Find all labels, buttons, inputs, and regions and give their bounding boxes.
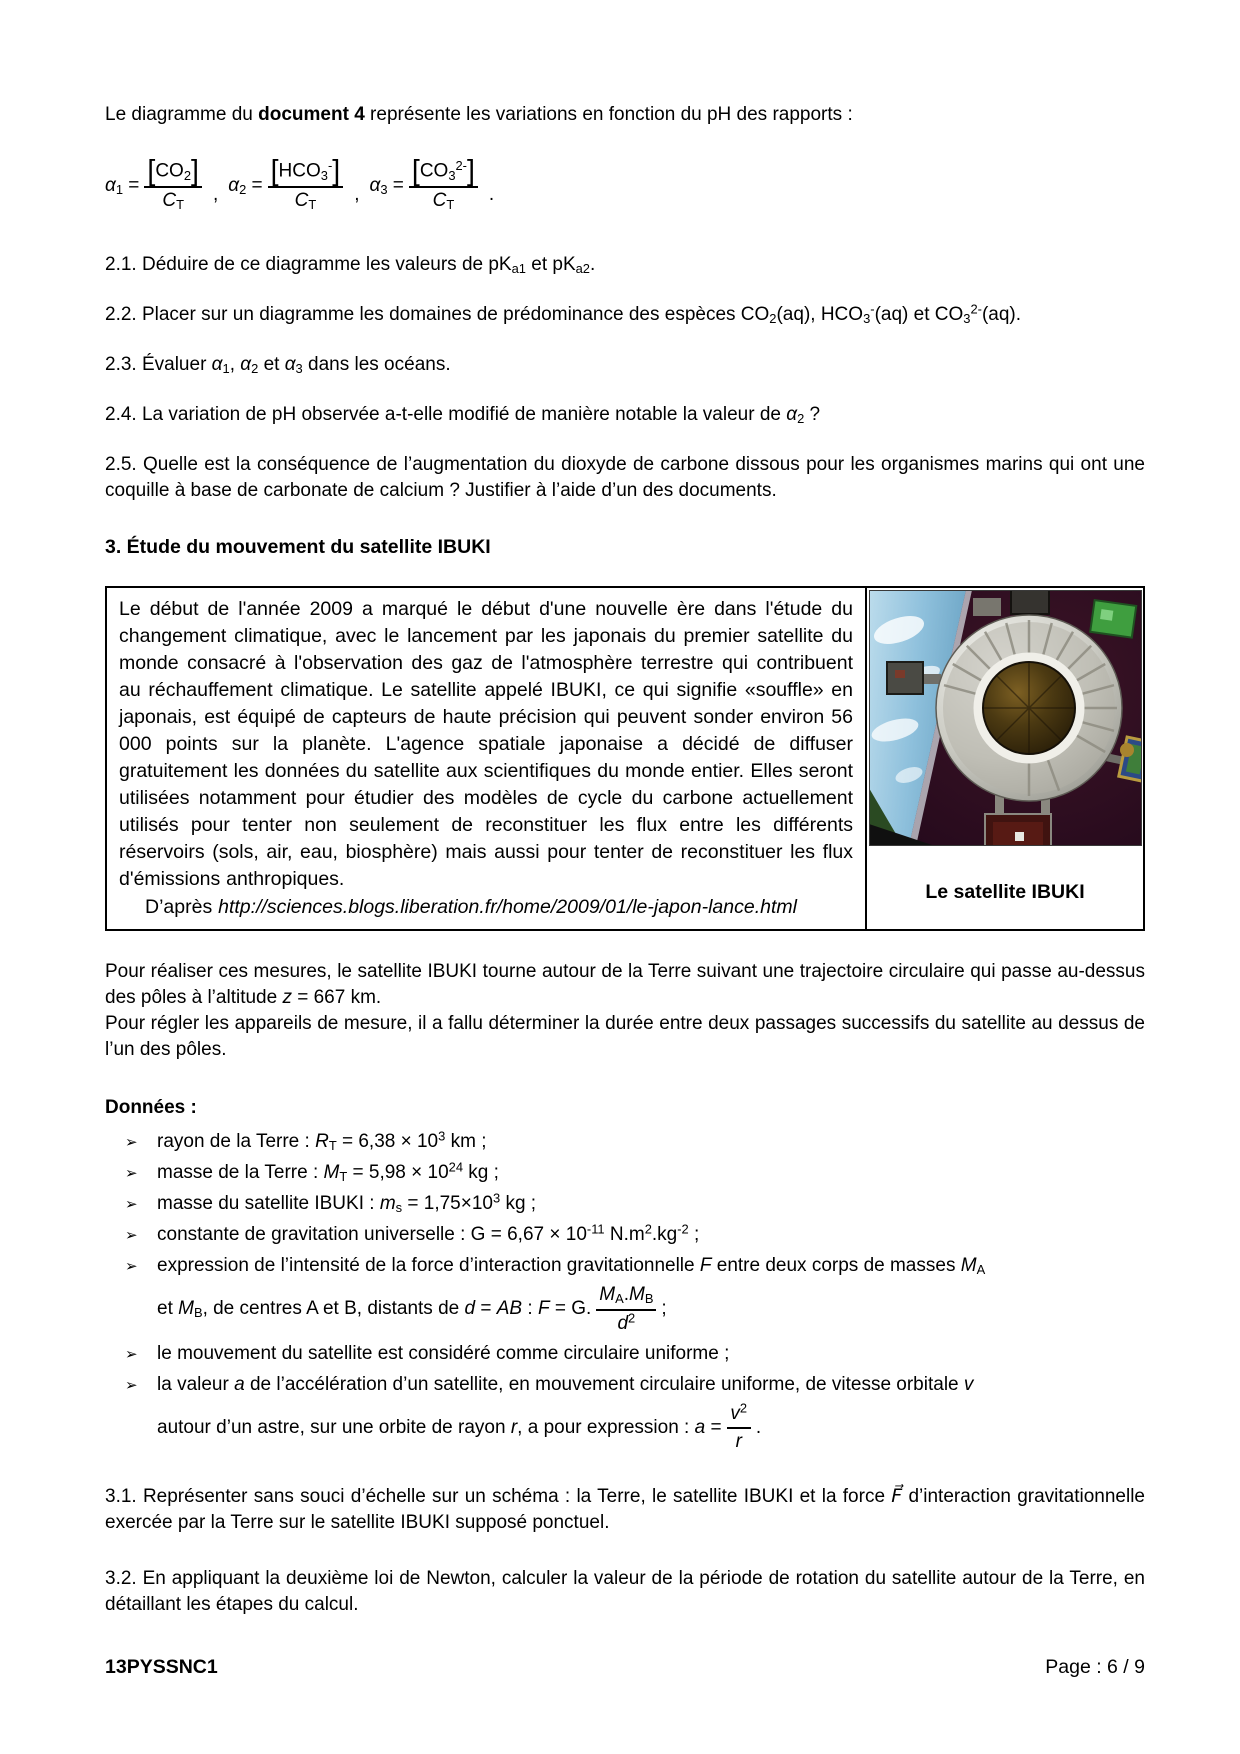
satellite-photo xyxy=(869,590,1142,846)
fraction-denominator: CT xyxy=(409,186,478,213)
question-3-1: 3.1. Représenter sans souci d’échelle sur un schéma : la Terre, le satellite IBUKI et la force F⃗ d’interaction gravitationnelle exercée par la Terre sur le satellite IBUKI supposé ponctuel. xyxy=(105,1486,1146,1533)
source-prefix: D’après xyxy=(145,896,219,918)
arrow-bullet-icon: ➢ xyxy=(125,1134,138,1151)
list-item: ➢ masse du satellite IBUKI : ms = $1,75\times 10^3$ kg ; xyxy=(157,1191,1145,1217)
question-2-4: 2.4. La variation de pH observée a-t-elle modifié de manière notable la valeur de α2 ? xyxy=(105,404,821,427)
fraction-denominator: CT xyxy=(268,186,344,213)
separator: , xyxy=(212,184,219,205)
question-3-2: 3.2. En appliquant la deuxième loi de Newton, calculer la valeur de la période de rotation du satellite autour de la Terre, en détaillant les étapes du calcul. xyxy=(105,1568,1145,1615)
fraction-numerator: [CO2] xyxy=(147,154,199,187)
alpha3-fraction xyxy=(409,154,478,213)
source-url: http://sciences.blogs.liberation.fr/home/2009/01/le-japon-lance.html xyxy=(218,896,797,918)
alpha3-lhs: α3 = xyxy=(369,175,404,198)
list-item xyxy=(125,1372,1145,1455)
fraction-numerator: MA.MB xyxy=(599,1284,654,1307)
arrow-bullet-icon: ➢ xyxy=(125,1258,138,1275)
alpha-formulas xyxy=(105,144,1145,228)
fraction-denominator: $d^2$ xyxy=(596,1309,656,1336)
fraction-numerator: [HCO3-] xyxy=(270,154,341,187)
ibuki-document-box xyxy=(105,586,1145,931)
measures-line-2: Pour régler les appareils de mesure, il a fallu déterminer la durée entre deux passages successifs du satellite au dessus de l’un des pôles. xyxy=(105,1013,1145,1060)
page-number: Page : 6 / 9 xyxy=(1045,1656,1145,1678)
fraction-numerator: $v^2$ xyxy=(730,1400,748,1424)
separator: . xyxy=(488,184,495,205)
list-item: ➢ constante de gravitation universelle : $G = 6,67 \times 10^{-11}$ $N.m^2.kg^{-2}$ ; xyxy=(157,1222,1145,1248)
arrow-bullet-icon: ➢ xyxy=(125,1345,138,1363)
question-2-2: 2.2. Placer sur un diagramme les domaines de prédominance des espèces CO2(aq), HCO3-(aq) et $CO3^{2-}(aq)$. xyxy=(105,301,1022,327)
intro-paragraph: Le diagramme du document 4 représente les variations en fonction du pH des rapports : xyxy=(105,104,853,125)
fraction-denominator: r xyxy=(727,1427,751,1454)
fraction-denominator: CT xyxy=(144,186,202,213)
list-item: ➢ rayon de la Terre : RT = $6,38 \times 10^3$ km ; xyxy=(157,1129,1145,1155)
alpha1-lhs: α1 = xyxy=(105,175,140,198)
ibuki-photo-cell xyxy=(867,588,1143,929)
acceleration-line-1: la valeur a de l’accélération d’un satellite, en mouvement circulaire uniforme, de vitesse orbitale v xyxy=(157,1373,974,1395)
question-2-1: 2.1. Déduire de ce diagramme les valeurs de pKa1 et pKa2. xyxy=(105,254,596,277)
acceleration-fraction xyxy=(727,1402,751,1455)
section-3-title: 3. Étude du mouvement du satellite IBUKI xyxy=(105,536,491,558)
arrow-bullet-icon: ➢ xyxy=(125,1376,138,1394)
gravitation-fraction xyxy=(596,1283,656,1336)
alpha1-fraction xyxy=(144,154,202,213)
alpha2-lhs: α2 = xyxy=(228,175,263,198)
exam-code: 13PYSSNC1 xyxy=(105,1656,218,1678)
fraction-numerator: $[CO3^{2-}]$ xyxy=(411,154,475,187)
list-item: ➢ masse de la Terre : MT = $5,98 \times 10^{24}$ kg ; xyxy=(157,1160,1145,1186)
measures-line-1: Pour réaliser ces mesures, le satellite IBUKI tourne autour de la Terre suivant une trajectoire circulaire qui passe au-dessus des pôles à l’altitude z = 667 km. xyxy=(105,961,1145,1008)
gravitation-line-2: et MB, de centres A et B, distants de d = AB : F = G. $\frac{MA.MB}{d^2}$ ; xyxy=(157,1284,667,1334)
list-item: ➢ le mouvement du satellite est considéré comme circulaire uniforme ; xyxy=(157,1341,1145,1367)
alpha2-fraction xyxy=(268,154,344,213)
measures-paragraph xyxy=(105,959,1145,1063)
question-2-5: 2.5. Quelle est la conséquence de l’augmentation du dioxyde de carbone dissous pour les organismes marins qui ont une coquille à base de carbonate de calcium ? Justifier à l’aide d’un des documents. xyxy=(105,454,1145,501)
page-footer xyxy=(105,1656,1145,1679)
arrow-bullet-icon: ➢ xyxy=(125,1196,138,1213)
acceleration-line-2: autour d’un astre, sur une orbite de rayon r, a pour expression : a = $\frac{v^2}{r}$ . xyxy=(157,1400,762,1453)
photo-caption: Le satellite IBUKI xyxy=(925,881,1085,903)
arrow-bullet-icon: ➢ xyxy=(125,1165,138,1182)
separator: , xyxy=(354,184,360,205)
donnees-title: Données : xyxy=(105,1097,197,1118)
gravitation-line-1: expression de l’intensité de la force d’interaction gravitationnelle F entre deux corps de masses MA xyxy=(157,1255,986,1278)
arrow-bullet-icon: ➢ xyxy=(125,1227,138,1244)
list-item xyxy=(125,1253,1145,1336)
source-line xyxy=(119,894,853,921)
ibuki-text-cell xyxy=(107,588,867,929)
question-2-3: 2.3. Évaluer α1, α2 et α3 dans les océans. xyxy=(105,354,451,377)
donnees-list xyxy=(105,1129,1145,1454)
ibuki-description: Le début de l'année 2009 a marqué le début d'une nouvelle ère dans l'étude du changement climatique, avec le lancement par les japonais du premier satellite du monde consacré à l'observation des gaz de l'atmosphère terrestre qui contribuent au réchauffement climatique. Le satellite appelé IBUKI, ce qui signifie «souffle» en japonais, est équipé de capteurs de haute précision qui peuvent sonder environ 56 000 points sur la planète. L'agence spatiale japonaise a décidé de diffuser gratuitement les données du satellite aux scientifiques du monde entier. Elles seront utilisées notamment pour étudier des modèles de cycle du carbone actuellement utilisés pour tenter non seulement de reconstituer les flux entre les différents réservoirs (sols, air, eau, biosphère) mais aussi pour tenter de reconstituer les flux d'émissions anthropiques. xyxy=(119,598,853,890)
